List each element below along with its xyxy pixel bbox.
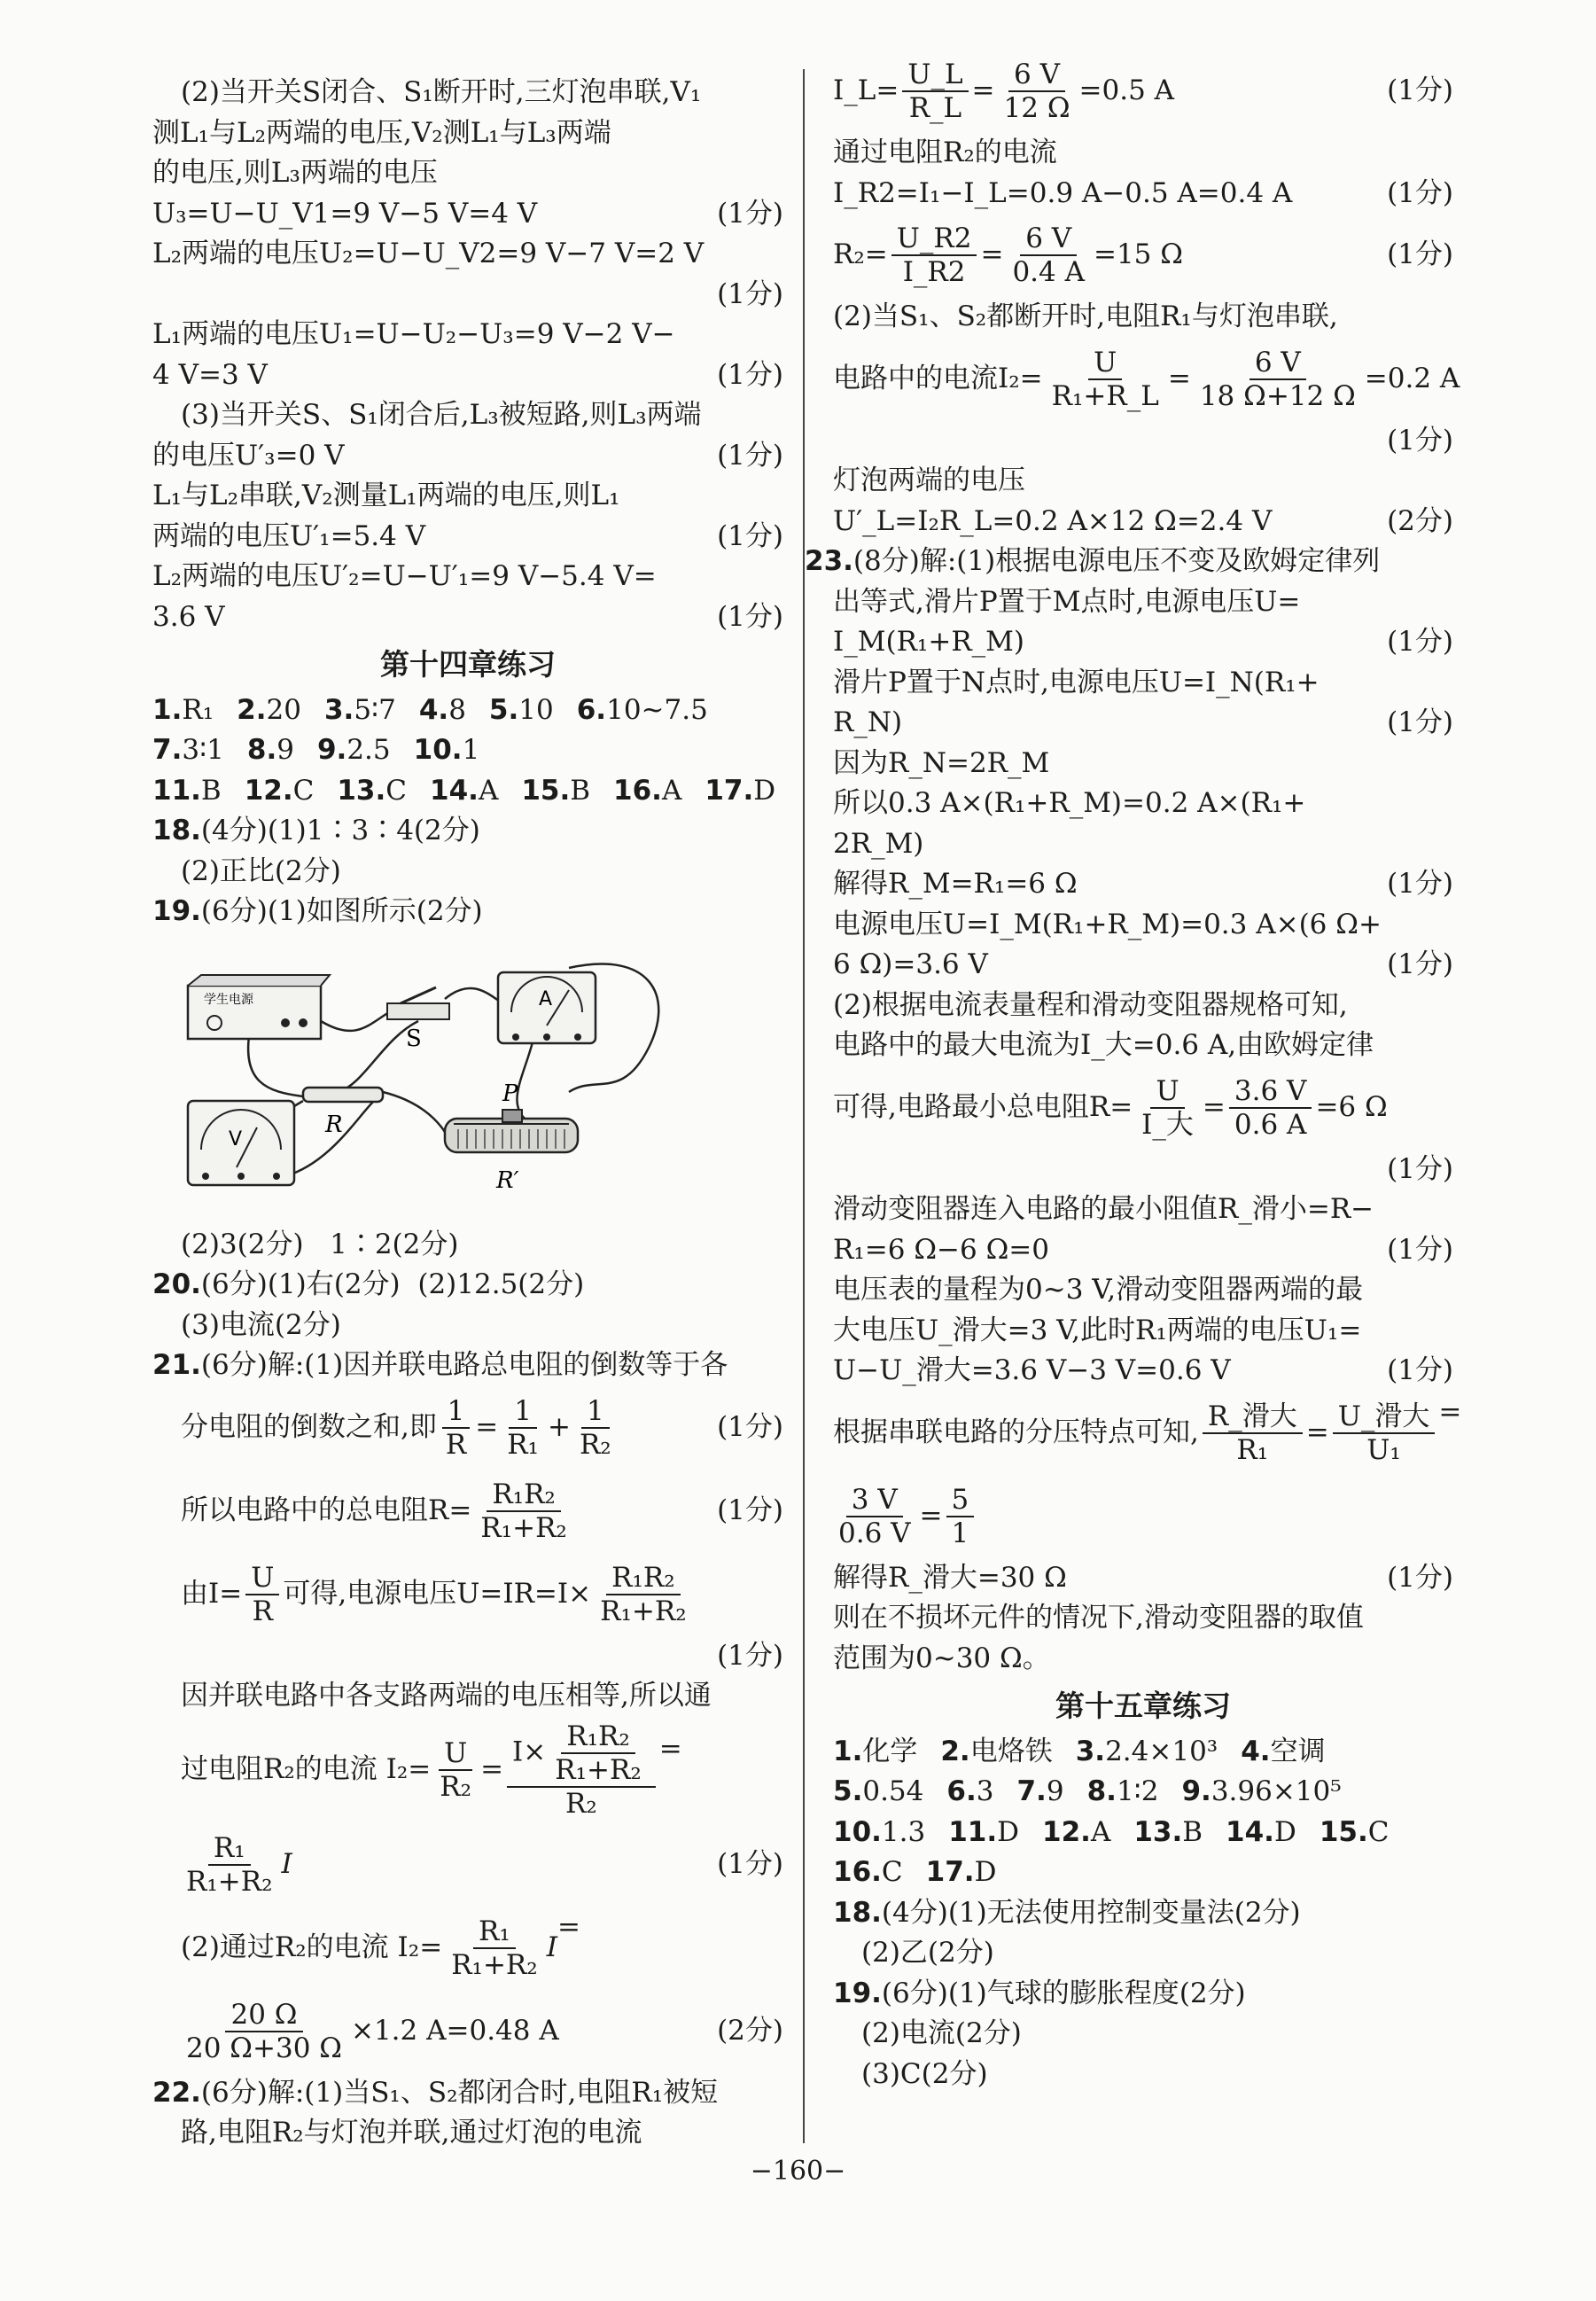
answer-row: [152, 771, 783, 812]
text-line: 大电压U_滑大=3 V,此时R₁两端的电压U₁=: [833, 1314, 1362, 1346]
text-line: 23.(8分)解:(1)根据电源电压不变及欧姆定律列: [805, 545, 1381, 577]
fraction: $\frac{\text{R\_滑大}}{\text{R₁}}$: [1203, 1400, 1303, 1466]
text-line: [152, 275, 783, 316]
text-line: 灯泡两端的电压: [833, 464, 1025, 496]
formula-line: 分电阻的倒数之和,即 $\frac{1}{R}$ = $\frac{1}{\text{R₁}}$ + $\frac{1}{\text{R₂}}$ (1分): [181, 1394, 783, 1461]
text-line: 两端的电压U′₁=5.4 V (1分): [152, 517, 783, 558]
question-number: 18.: [152, 815, 201, 846]
question-18: 18.(4分)(1)无法使用控制变量法(2分): [833, 1896, 1301, 1929]
score: (1分): [1387, 1561, 1453, 1594]
rheostat: [445, 1080, 578, 1194]
question-number: 8.: [246, 734, 277, 766]
formula-line: 由I= $\frac{U}{R}$ 可得,电源电压U=IR=I× $\frac{\text{R₁R₂}}{\text{R₁+R₂}}$: [152, 1553, 783, 1636]
fraction: $\frac{\text{R₁R₂}}{\text{R₁+R₂}}$: [555, 1720, 642, 1786]
text-line: I_M(R₁+R_M) (1分): [833, 622, 1453, 663]
page-number: −160−: [750, 2156, 846, 2187]
text-line: 测L₁与L₂两端的电压,V₂测L₁与L₃两端: [152, 116, 611, 149]
fraction: $\frac{U}{\text{R₂}}$: [440, 1736, 472, 1803]
answer-value: C: [385, 774, 408, 807]
question-number: 17.: [705, 774, 754, 807]
answer-value: B: [570, 774, 591, 807]
fraction: $\frac{U}{\text{R₁+R\_L}}$: [1051, 346, 1159, 412]
score: (1分): [1387, 238, 1453, 270]
question-number: 19.: [833, 1977, 882, 2009]
text-line: 解得R_滑大=30 Ω (1分): [833, 1558, 1453, 1599]
text-line: 4 V=3 V (1分): [152, 355, 783, 396]
formula-line: (2)通过R₂的电流 I₂= $\frac{\text{R₁}}{\text{R₁+R₂}}$ I =: [181, 1911, 580, 1981]
answer-value: D: [753, 774, 776, 807]
question-number: 13.: [337, 774, 386, 807]
score: (1分): [717, 1639, 783, 1672]
solution-block-continued: [152, 73, 783, 637]
text-line: 范围为0~30 Ω。: [833, 1642, 1050, 1674]
question-number: 1.: [833, 1735, 863, 1767]
question-number: 14.: [430, 774, 479, 807]
voltmeter: [188, 1101, 294, 1185]
answer-value: B: [1182, 1815, 1203, 1848]
fraction: $\frac{\text{U\_滑大}}{\text{U₁}}$: [1333, 1400, 1436, 1466]
fraction: $\frac{20 \Omega}{20 \Omega+30 \Omega}$: [186, 1998, 342, 2064]
answer-value: 1: [462, 734, 480, 766]
score: (1分): [1387, 176, 1453, 209]
answer-row: [833, 1813, 1453, 1853]
question-18-line2: (2)正比(2分): [181, 854, 341, 887]
text-line: U−U_滑大=3.6 V−3 V=0.6 V (1分): [833, 1351, 1453, 1392]
fraction: $\frac{U\_L}{R\_L}$: [902, 58, 968, 124]
answer-value: A: [1090, 1815, 1111, 1848]
question-number: 5.: [833, 1775, 863, 1807]
score: (1分): [1387, 1354, 1453, 1386]
formula-line: 可得,电路最小总电阻R= $\frac{U}{\text{I\_大}}$ = $\frac{3.6 V}{0.6 A}$ =6 Ω: [833, 1074, 1388, 1141]
question-number: 3.: [323, 693, 354, 726]
question-18-line2: (2)乙(2分): [861, 1937, 994, 1969]
chapter14-title: 第十四章练习: [380, 647, 556, 682]
answer-value: 10: [518, 693, 554, 726]
fraction: $\frac{3 V}{0.6 V}$: [838, 1483, 911, 1549]
question-19-line2: (2)3(2分) 1∶2(2分): [181, 1228, 459, 1260]
text-line: L₂两端的电压U₂=U−U_V2=9 V−7 V=2 V: [152, 238, 705, 269]
answer-value: R₁: [182, 693, 214, 726]
wire: [383, 1092, 445, 1132]
question-number: 9.: [316, 734, 347, 766]
text-line: 解得R_M=R₁=6 Ω (1分): [833, 864, 1453, 905]
answer-value: A: [478, 774, 499, 807]
question-number: 6.: [946, 1775, 977, 1807]
score: (1分): [1387, 626, 1453, 658]
score: (1分): [1387, 706, 1453, 738]
answer-value: 电烙铁: [969, 1735, 1053, 1767]
score: (2分): [1387, 504, 1453, 537]
question-19-line2: (2)电流(2分): [861, 2017, 1022, 2049]
answer-value: 0.54: [862, 1775, 924, 1807]
answer-value: D: [997, 1815, 1020, 1848]
fraction: $\frac{U}{R}$: [245, 1562, 279, 1627]
answer-value: B: [200, 774, 222, 807]
question-19: 19.(6分)(1)如图所示(2分): [152, 895, 483, 927]
answer-row: [152, 730, 783, 771]
fraction: $\frac{\text{R₁R₂}}{\text{R₁+R₂}}$: [600, 1561, 687, 1627]
question-20-line2: (3)电流(2分): [181, 1308, 341, 1341]
text-line: 的电压U′₃=0 V (1分): [152, 436, 783, 477]
fraction: $\frac{\text{R₁R₂}}{\text{R₁+R₂}}$: [480, 1478, 567, 1544]
score: (1分): [717, 439, 783, 472]
fraction: I× $\frac{\text{R₁R₂}}{\text{R₁+R₂}}$ R₂: [507, 1720, 656, 1820]
answer-value: 9: [1046, 1775, 1064, 1807]
question-22: 22.(6分)解:(1)当S₁、S₂都闭合时,电阻R₁被短: [152, 2076, 719, 2109]
text-line: L₁与L₂串联,V₂测量L₁两端的电压,则L₁: [152, 480, 620, 511]
question-number: 12.: [244, 774, 293, 807]
score: (1分): [1387, 948, 1453, 980]
answer-value: D: [1273, 1815, 1296, 1848]
fraction: $\frac{6 V}{18 \Omega+12 \Omega}$: [1199, 346, 1356, 412]
formula-line: 根据串联电路的分压特点可知, $\frac{\text{R\_滑大}}{\text{R₁}}$ = $\frac{\text{U\_滑大}}{\text{U₁}}$ =: [833, 1396, 1462, 1466]
score: (1分): [717, 277, 783, 310]
fraction: $\frac{6 V}{0.4 A}$: [1012, 222, 1085, 288]
formula-line: R₂= $\frac{U\_R2}{I\_R2}$ = $\frac{6 V}{0.4 A}$ =15 Ω (1分): [833, 222, 1453, 288]
text-line: (2)当开关S闭合、S₁断开时,三灯泡串联,V₁: [181, 76, 702, 108]
text-line: 的电压,则L₃两端的电压: [152, 157, 438, 189]
score: (2分): [717, 2014, 783, 2047]
answer-row: [833, 1772, 1453, 1813]
question-23: [805, 542, 1453, 1066]
text-line: 滑动变阻器连入电路的最小阻值R_滑小=R−: [833, 1193, 1374, 1225]
question-number: 4.: [418, 693, 449, 726]
formula-line: I_L= $\frac{U\_L}{R\_L}$ = $\frac{6 V}{12 \Omega}$ =0.5 A (1分): [833, 58, 1453, 124]
question-number: 2.: [237, 693, 267, 726]
text-line: 3.6 V (1分): [152, 597, 783, 638]
question-number: 7.: [1016, 1775, 1047, 1807]
question-23-continued: [833, 1150, 1453, 1392]
question-number: 11.: [152, 774, 201, 807]
power-supply: [188, 975, 330, 1039]
question-number: 11.: [948, 1815, 998, 1848]
answer-value: D: [974, 1856, 997, 1888]
text-line: 电压表的量程为0~3 V,滑动变阻器两端的最: [833, 1274, 1364, 1306]
score: (1分): [717, 600, 783, 633]
answer-value: 3: [976, 1775, 994, 1807]
question-number: 3.: [1075, 1735, 1106, 1767]
switch: [387, 987, 449, 1052]
text-line: 滑片P置于N点时,电源电压U=I_N(R₁+: [833, 666, 1320, 698]
question-number: 5.: [488, 693, 519, 726]
text-line: (3)当开关S、S₁闭合后,L₃被短路,则L₃两端: [181, 399, 702, 431]
circuit-diagram: [152, 941, 783, 1216]
question-19-line3: (3)C(2分): [861, 2057, 988, 2090]
question-number: 16.: [613, 774, 662, 807]
rheostat-label: R′: [496, 1166, 519, 1194]
question-number: 10.: [833, 1815, 882, 1848]
answer-value: 9: [276, 734, 294, 766]
formula-line: 所以电路中的总电阻R= $\frac{\text{R₁R₂}}{\text{R₁+R₂}}$ (1分): [181, 1478, 783, 1544]
left-column: [152, 73, 783, 2154]
fraction: $\frac{1}{\text{R₂}}$: [579, 1394, 611, 1461]
text-line: L₁两端的电压U₁=U−U₂−U₃=9 V−2 V−: [152, 318, 675, 350]
answer-value: 3∶1: [182, 734, 224, 766]
answer-value: 3.96×10⁵: [1211, 1775, 1342, 1807]
answer-value: A: [661, 774, 682, 807]
answer-value: 2.4×10³: [1105, 1735, 1218, 1767]
answer-value: 空调: [1270, 1735, 1326, 1767]
question-number: 15.: [1319, 1815, 1368, 1848]
answer-value: C: [881, 1856, 903, 1888]
circuit-figure: [152, 941, 783, 1216]
formula-line: $\frac{3 V}{0.6 V}$ = $\frac{5}{1}$: [833, 1475, 1453, 1558]
score: (1分): [1387, 424, 1453, 456]
question-number: 22.: [152, 2076, 201, 2109]
resistor: [303, 1088, 383, 1138]
answer-value: 1.3: [881, 1815, 926, 1848]
fraction: $\frac{\text{R₁}}{\text{R₁+R₂}}$: [451, 1915, 538, 1981]
question-number: 23.: [805, 545, 853, 577]
answer-value: 化学: [862, 1735, 918, 1767]
text-line: 电源电压U=I_M(R₁+R_M)=0.3 A×(6 Ω+: [833, 908, 1382, 940]
answer-value: 5∶7: [354, 693, 396, 726]
text-line: 路,电阻R₂与灯泡并联,通过灯泡的电流: [181, 2117, 642, 2149]
text-line: 因为R_N=2R_M: [833, 746, 1050, 779]
score: (1分): [717, 1847, 783, 1880]
question-20: 20.(6分)(1)右(2分) (2)12.5(2分): [152, 1268, 585, 1300]
text-line: L₂两端的电压U′₂=U−U′₁=9 V−5.4 V=: [152, 560, 657, 592]
formula-line: 过电阻R₂的电流 I₂= $\frac{U}{\text{R₂}}$ = I× $\frac{\text{R₁R₂}}{\text{R₁+R₂}}$ R₂ =: [181, 1720, 682, 1820]
score: (1分): [717, 197, 783, 230]
question-23-conclusion: [833, 1558, 1453, 1680]
question-number: 12.: [1042, 1815, 1091, 1848]
voltmeter-label: V: [229, 1127, 243, 1150]
text-line: I_R2=I₁−I_L=0.9 A−0.5 A=0.4 A (1分): [833, 174, 1453, 214]
answer-value: 2.5: [346, 734, 391, 766]
resistor-label: R: [325, 1111, 343, 1138]
question-number: 9.: [1181, 1775, 1211, 1807]
column-divider: [803, 69, 805, 2143]
fraction: $\frac{U}{\text{I\_大}}$: [1141, 1074, 1194, 1141]
question-21: 21.(6分)解:(1)因并联电路总电阻的倒数等于各: [152, 1349, 728, 1381]
score: (1分): [717, 1410, 783, 1443]
fraction: $\frac{\text{R₁}}{\text{R₁+R₂}}$: [186, 1831, 273, 1898]
question-number: 20.: [152, 1268, 201, 1300]
text-line: U′_L=I₂R_L=0.2 A×12 Ω=2.4 V (2分): [833, 502, 1453, 542]
fraction: $\frac{6 V}{12 \Omega}$: [1003, 58, 1070, 124]
answer-row: [152, 690, 783, 731]
score: (1分): [717, 519, 783, 552]
question-number: 21.: [152, 1349, 201, 1381]
text-line: 通过电阻R₂的电流: [833, 136, 1057, 168]
text-line: 电路中的最大电流为I_大=0.6 A,由欧姆定律: [833, 1029, 1374, 1061]
fraction: $\frac{1}{\text{R₁}}$: [507, 1394, 539, 1461]
text-line: 因并联电路中各支路两端的电压相等,所以通: [181, 1680, 712, 1712]
fraction: $\frac{U\_R2}{I\_R2}$: [891, 222, 977, 288]
formula-line: $\frac{20 \Omega}{20 \Omega+30 \Omega}$ ×1.2 A=0.48 A (2分): [152, 1990, 783, 2073]
chapter15-title: 第十五章练习: [1055, 1689, 1231, 1723]
text-line: U₃=U−U_V1=9 V−5 V=4 V (1分): [152, 194, 783, 235]
question-number: 1.: [152, 693, 183, 726]
ammeter: [498, 972, 596, 1043]
score: (1分): [1387, 868, 1453, 900]
text-line: R₁=6 Ω−6 Ω=0 (1分): [833, 1230, 1453, 1271]
score-line: [152, 1636, 783, 1677]
answer-value: 20: [266, 693, 301, 726]
score: (1分): [1387, 74, 1453, 106]
answer-row: [833, 1732, 1453, 1773]
fraction: $\frac{1}{R}$: [440, 1395, 471, 1461]
question-number: 13.: [1133, 1815, 1183, 1848]
wire: [517, 1039, 533, 1119]
question-number: 4.: [1241, 1735, 1271, 1767]
question-number: 17.: [925, 1856, 975, 1888]
question-number: 14.: [1226, 1815, 1274, 1848]
formula-line: $\frac{\text{R₁}}{\text{R₁+R₂}}$ I (1分): [152, 1823, 783, 1907]
score: (1分): [717, 1494, 783, 1526]
score: (1分): [1387, 1233, 1453, 1266]
question-19: 19.(6分)(1)气球的膨胀程度(2分): [833, 1977, 1246, 2009]
question-number: 16.: [833, 1856, 882, 1888]
text-line: 6 Ω)=3.6 V (1分): [833, 945, 1453, 986]
text-line: (2)根据电流表量程和滑动变阻器规格可知,: [833, 988, 1348, 1021]
right-column: [805, 58, 1462, 2094]
text-line: 则在不损坏元件的情况下,滑动变阻器的取值: [833, 1602, 1364, 1634]
fraction: $\frac{3.6 V}{0.6 A}$: [1229, 1075, 1312, 1141]
question-number: 7.: [152, 734, 183, 766]
score-line: [833, 421, 1453, 462]
text-line: [833, 1150, 1453, 1190]
text-line: (2)当S₁、S₂都断开时,电阻R₁与灯泡串联,: [833, 300, 1338, 332]
question-number: 19.: [152, 895, 201, 927]
formula-line: 电路中的电流I₂= $\frac{U}{\text{R₁+R\_L}}$ = $\frac{6 V}{18 \Omega+12 \Omega}$ =0.2 A: [833, 346, 1460, 412]
answer-value: 8: [448, 693, 466, 726]
question-number: 10.: [413, 734, 463, 766]
score: (1分): [717, 358, 783, 391]
wire: [445, 987, 502, 1002]
answer-value: C: [1367, 1815, 1390, 1848]
answer-value: 10~7.5: [606, 693, 708, 726]
text-line: 所以0.3 A×(R₁+R_M)=0.2 A×(R₁+: [833, 787, 1306, 819]
question-number: 8.: [1086, 1775, 1117, 1807]
question-number: 18.: [833, 1896, 882, 1929]
text-line: R_N) (1分): [833, 703, 1453, 744]
question-18: 18.(4分)(1)1∶3∶4(2分): [152, 815, 480, 846]
answer-value: C: [292, 774, 315, 807]
fraction: $\frac{5}{1}$: [946, 1484, 975, 1549]
question-number: 6.: [576, 693, 607, 726]
text-line: 出等式,滑片P置于M点时,电源电压U=: [833, 585, 1301, 618]
question-number: 2.: [940, 1735, 970, 1767]
slider-label: P: [502, 1080, 518, 1107]
switch-label: S: [406, 1025, 422, 1052]
text-line: 2R_M): [833, 827, 924, 860]
answer-value: 1∶2: [1116, 1775, 1159, 1807]
answer-row: [833, 1852, 1453, 1893]
ammeter-label: A: [539, 987, 553, 1010]
question-number: 15.: [521, 774, 571, 807]
score: (1分): [1387, 1152, 1453, 1185]
power-supply-label: 学生电源: [204, 992, 253, 1007]
